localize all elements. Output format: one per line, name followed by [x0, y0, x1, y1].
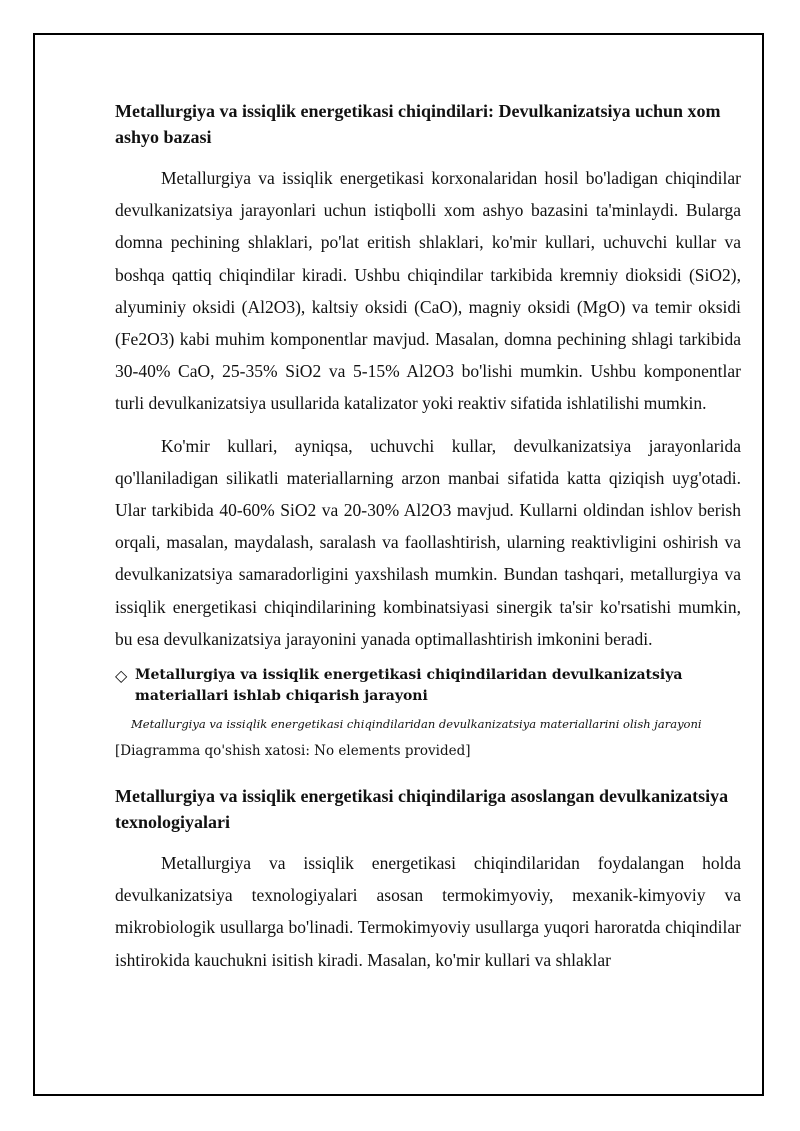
diagram-title: [115, 665, 741, 707]
diagram-title-text: Metallurgiya va issiqlik energetikasi chiqindilaridan devulkanizatsiya materiallari ishlab chiqarish jarayoni: [135, 667, 683, 705]
section-heading-technologies: Metallurgiya va issiqlik energetikasi chiqindilariga asoslangan devulkanizatsiya texnologiyalari: [115, 786, 729, 833]
section-heading-raw-materials: Metallurgiya va issiqlik energetikasi chiqindilari: Devulkanizatsiya uchun xom ashyo bazasi: [115, 101, 721, 147]
paragraph-coal-ash: Ko'mir kullari, ayniqsa, uchuvchi kullar, devulkanizatsiya jarayonlarida qo'llaniladigan silikatli materiallarning arzon manbai sifatida katta qiziqish uyg'otadi. Ular tarkibida 40-60% SiO2 va 20-30% Al2O3 mavjud. Kullarni oldindan ishlov berish orqali, masalan, maydalash, saralash va faollashtirish, ularning reaktivligini oshirish va devulkanizatsiya samaradorligini yaxshilash mumkin. Bundan tashqari, metallurgiya va issiqlik energetikasi chiqindilarining kombinatsiyasi sinergik ta'sir ko'rsatishi mumkin, bu esa devulkanizatsiya jarayonini yanada optimallashtirish imkonini beradi.: [115, 435, 741, 649]
paragraph-waste-composition: Metallurgiya va issiqlik energetikasi korxonalaridan hosil bo'ladigan chiqindilar devulkanizatsiya jarayonlari uchun istiqbolli xom ashyo bazasini ta'minlaydi. Bularga domna pechining shlaklari, po'lat eritish shlaklari, ko'mir kullari, uchuvchi kullar va boshqa qattiq chiqindilar kiradi. Ushbu chiqindilar tarkibida kremniy dioksidi (SiO2), alyuminiy oksidi (Al2O3), kaltsiy oksidi (CaO), magniy oksidi (MgO) va temir oksidi (Fe2O3) kabi muhim komponentlar mavjud. Masalan, domna pechining shlagi tarkibida 30-40% CaO, 25-35% SiO2 va 5-15% Al2O3 bo'lishi mumkin. Ushbu komponentlar turli devulkanizatsiya usullarida katalizator yoki reaktiv sifatida ishlatilishi mumkin.: [115, 168, 741, 414]
diamond-icon: ◇: [115, 666, 128, 686]
document-content: [115, 98, 741, 986]
diagram-error-message: [Diagramma qo'shish xatosi: No elements provided]: [115, 743, 471, 760]
diagram-caption: Metallurgiya va issiqlik energetikasi chiqindilaridan devulkanizatsiya materiallarini olish jarayoni: [131, 717, 702, 732]
paragraph-technologies: Metallurgiya va issiqlik energetikasi chiqindilaridan foydalangan holda devulkanizatsiya texnologiyalari asosan termokimyoviy, mexanik-kimyoviy va mikrobiologik usullarga bo'linadi. Termokimyoviy usullarga yuqori haroratda chiqindilar ishtirokida kauchukni isitish kiradi. Masalan, ko'mir kullari va shlaklar: [115, 853, 741, 970]
